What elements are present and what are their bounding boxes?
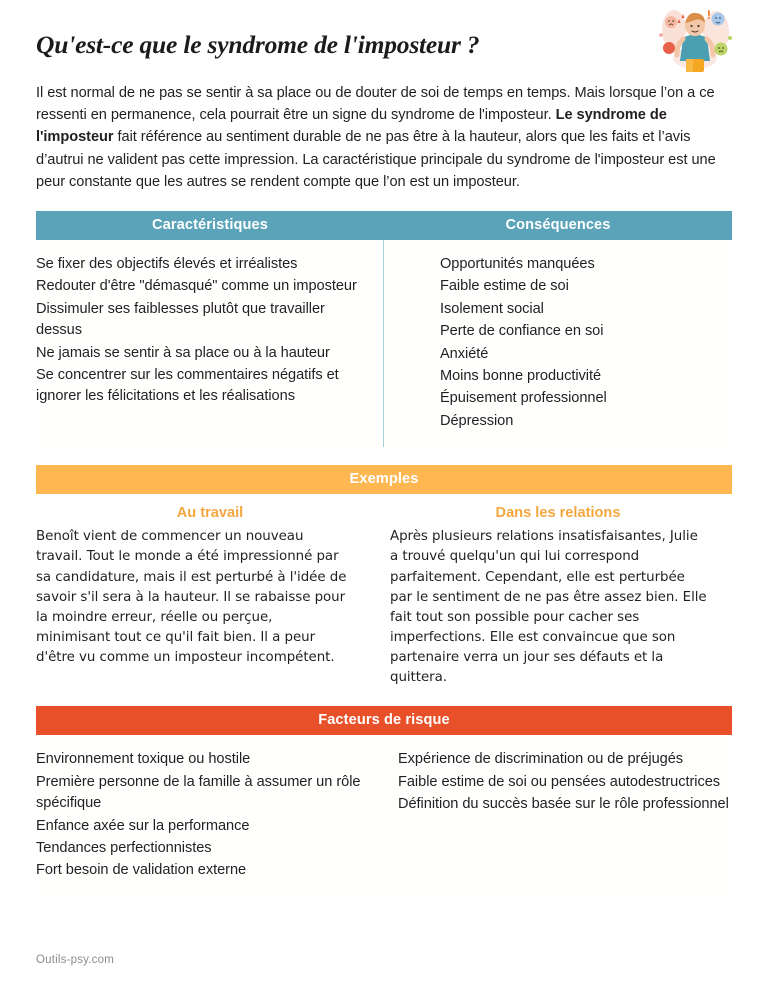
characteristics-list (36, 254, 373, 408)
page-header (36, 0, 732, 74)
risk-factors-columns (36, 735, 732, 897)
characteristics-list-column (36, 240, 384, 448)
example-text-relationships: Après plusieurs relations insatisfaisantes, Julie a trouvé quelqu'un qui lui correspond parfaitement. Cependant, elle est perturbée par le sentiment de ne pas être assez bien. Elle fait tout son possible pour cacher ses imperfections. Elle est convaincue que son partenaire verra un jour ses défauts et la quittera. (390, 529, 707, 686)
example-text-work: Benoît vient de commencer un nouveau travail. Tout le monde a été impressionné par sa candidature, mais il est perturbé à l'idée de savoir s'il sera à la hauteur. Il se rabaisse pour la moindre erreur, réelle ou perçue, minimisant tout ce qu'il fait bien. Il a peur d'être vu comme un imposteur incompétent. (36, 529, 347, 666)
list-item: Fort besoin de validation externe (36, 862, 247, 879)
section-risk-factors (36, 706, 732, 897)
list-item: Perte de confiance en soi (440, 323, 604, 340)
footer-site-name: Outils-psy.com (36, 954, 114, 966)
section-characteristics (36, 211, 732, 448)
intro-paragraph (36, 82, 732, 193)
characteristics-header-right: Conséquences (505, 216, 611, 233)
risk-factors-header-bar: Facteurs de risque (36, 706, 732, 735)
examples-header-bar: Exemples (36, 465, 732, 494)
intro-bold-lead: Le syndrome de l'imposteur (36, 107, 667, 146)
characteristics-header-left: Caractéristiques (152, 216, 268, 233)
risk-factors-list-left (36, 749, 374, 882)
list-item: Épuisement professionnel (440, 390, 607, 407)
list-item: Se fixer des objectifs élevés et irréalistes (36, 255, 298, 272)
list-item: Définition du succès basée sur le rôle professionnel (398, 796, 729, 813)
list-item: Se concentrer sur les commentaires négatifs et ignorer les félicitations et les réalisations (36, 367, 339, 405)
section-examples (36, 465, 732, 688)
list-item: Faible estime de soi ou pensées autodestructrices (398, 773, 721, 790)
list-item: Ne jamais se sentir à sa place ou à la hauteur (36, 344, 330, 361)
consequences-list (440, 254, 732, 433)
list-item: Tendances perfectionnistes (36, 839, 212, 856)
examples-subheading-relationships: Dans les relations (495, 505, 621, 522)
list-item: Faible estime de soi (440, 278, 569, 295)
page-title: Qu'est-ce que le syndrome de l'imposteur ? (36, 30, 480, 59)
characteristics-columns (36, 240, 732, 448)
list-item: Dissimuler ses faiblesses plutôt que travailler dessus (36, 300, 325, 339)
examples-subheading-work: Au travail (176, 505, 244, 522)
risk-factors-list-column-right (384, 735, 732, 897)
risk-factors-list-column-left (36, 735, 384, 897)
person-with-thought-bubbles-icon (652, 2, 738, 74)
examples-subheadings (36, 494, 732, 521)
list-item: Isolement social (440, 300, 544, 317)
list-item: Redouter d'être "démasqué" comme un imposteur (36, 278, 357, 295)
examples-columns (36, 521, 732, 688)
intro-text-part2: fait référence au sentiment durable de ne pas être à la hauteur, alors que les faits et l’avis d’autrui ne valident pas cette impression. La caractéristique principale du syndrome de l'imposteur est une peur constante que les autres se rendent compte que l’on est un imposteur. (36, 129, 716, 190)
intro-text-part1: Il est normal de ne pas se sentir à sa place ou de douter de soi de temps en temps. Mais lorsque l’on a ce ressenti en permanence, cela pourrait être un signe du syndrome de l'imposteur. (36, 85, 715, 124)
list-item: Première personne de la famille à assumer un rôle spécifique (36, 773, 361, 812)
list-item: Expérience de discrimination ou de préjugés (398, 751, 684, 768)
risk-factors-list-right (398, 749, 732, 815)
list-item: Anxiété (440, 345, 489, 362)
list-item: Environnement toxique ou hostile (36, 751, 251, 768)
consequences-list-column (384, 240, 732, 448)
list-item: Opportunités manquées (440, 255, 595, 272)
list-item: Enfance axée sur la performance (36, 817, 250, 834)
list-item: Dépression (440, 412, 514, 429)
list-item: Moins bonne productivité (440, 368, 602, 385)
characteristics-header-bar (36, 211, 732, 240)
